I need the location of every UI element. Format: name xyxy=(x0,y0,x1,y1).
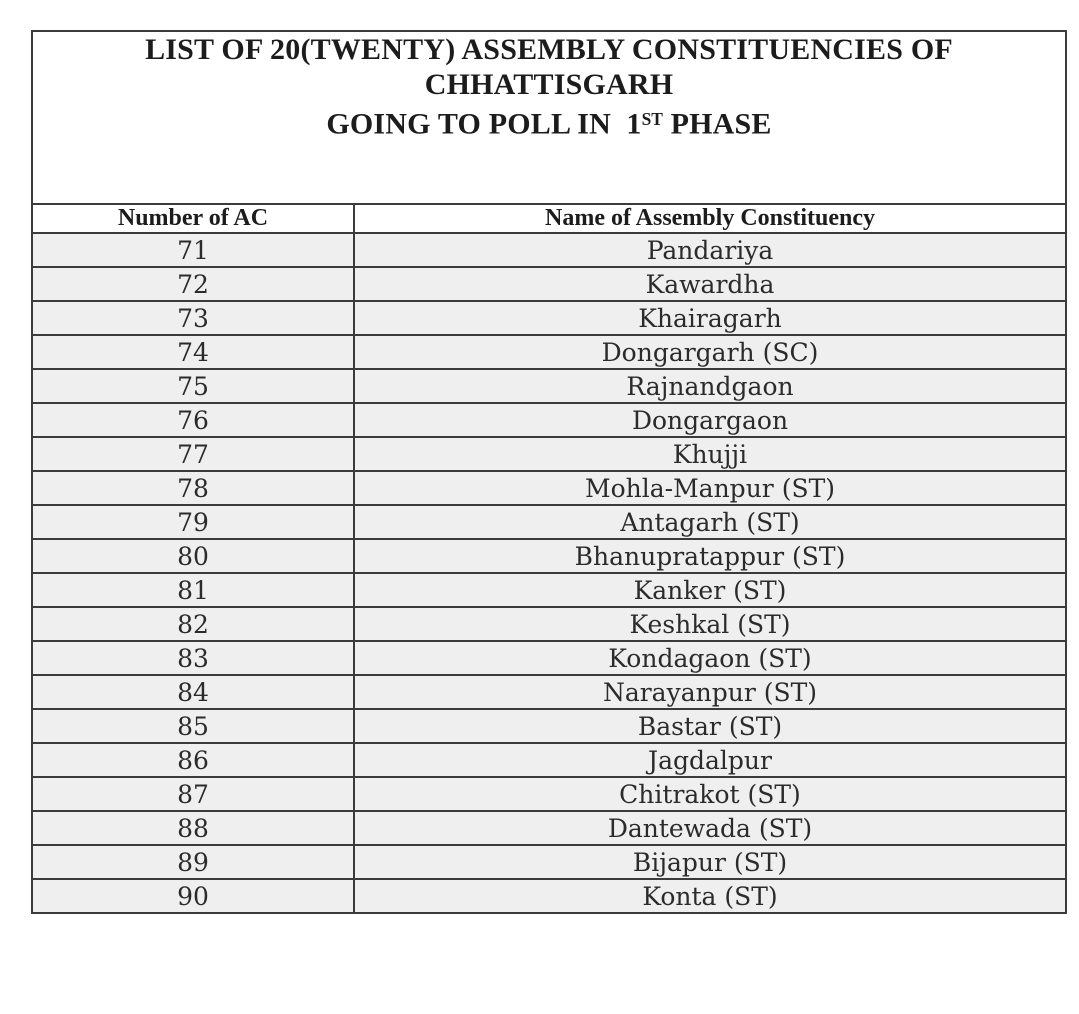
ac-name-cell: Narayanpur (ST) xyxy=(354,675,1066,709)
ac-name-cell: Konta (ST) xyxy=(354,879,1066,913)
table-row xyxy=(32,233,1066,267)
ac-name-cell: Jagdalpur xyxy=(354,743,1066,777)
ac-name-cell: Mohla-Manpur (ST) xyxy=(354,471,1066,505)
table-row xyxy=(32,505,1066,539)
ac-name-cell: Dongargaon xyxy=(354,403,1066,437)
ac-name-cell: Khairagarh xyxy=(354,301,1066,335)
table-row xyxy=(32,709,1066,743)
table-row xyxy=(32,607,1066,641)
ac-number-cell: 79 xyxy=(32,505,354,539)
ac-number-cell: 89 xyxy=(32,845,354,879)
page-title-line2-pre: GOING TO POLL IN 1 xyxy=(326,107,642,141)
page-title-line2-post: PHASE xyxy=(662,107,772,141)
ac-name-cell: Khujji xyxy=(354,437,1066,471)
table-row xyxy=(32,335,1066,369)
table-row xyxy=(32,641,1066,675)
ac-name-cell: Bijapur (ST) xyxy=(354,845,1066,879)
ac-name-cell: Keshkal (ST) xyxy=(354,607,1066,641)
table-row xyxy=(32,879,1066,913)
ac-number-cell: 82 xyxy=(32,607,354,641)
table-row xyxy=(32,369,1066,403)
ac-number-cell: 81 xyxy=(32,573,354,607)
ac-name-cell: Dongargarh (SC) xyxy=(354,335,1066,369)
table-row xyxy=(32,573,1066,607)
table-row xyxy=(32,777,1066,811)
table-row xyxy=(32,743,1066,777)
ac-number-cell: 80 xyxy=(32,539,354,573)
header-cell-constituency-name: Name of Assembly Constituency xyxy=(354,204,1066,233)
ac-name-cell: Dantewada (ST) xyxy=(354,811,1066,845)
ac-number-cell: 85 xyxy=(32,709,354,743)
table-row xyxy=(32,301,1066,335)
header-cell-number-of-ac: Number of AC xyxy=(32,204,354,233)
ac-number-cell: 71 xyxy=(32,233,354,267)
ac-name-cell: Antagarh (ST) xyxy=(354,505,1066,539)
ac-number-cell: 84 xyxy=(32,675,354,709)
ac-name-cell: Kondagaon (ST) xyxy=(354,641,1066,675)
constituency-table xyxy=(31,30,1067,914)
ac-name-cell: Rajnandgaon xyxy=(354,369,1066,403)
ac-number-cell: 78 xyxy=(32,471,354,505)
ac-number-cell: 86 xyxy=(32,743,354,777)
title-row xyxy=(32,31,1066,204)
table-row xyxy=(32,811,1066,845)
ac-name-cell: Kawardha xyxy=(354,267,1066,301)
table-row xyxy=(32,675,1066,709)
ac-name-cell: Bhanupratappur (ST) xyxy=(354,539,1066,573)
page-title-line2 xyxy=(33,102,1065,142)
ac-number-cell: 87 xyxy=(32,777,354,811)
ac-number-cell: 90 xyxy=(32,879,354,913)
ac-number-cell: 76 xyxy=(32,403,354,437)
ac-name-cell: Pandariya xyxy=(354,233,1066,267)
table-header-row xyxy=(32,204,1066,233)
ac-number-cell: 74 xyxy=(32,335,354,369)
table-row xyxy=(32,539,1066,573)
page-title-ordinal-sup: ST xyxy=(641,109,663,129)
ac-name-cell: Bastar (ST) xyxy=(354,709,1066,743)
table-row xyxy=(32,471,1066,505)
table-row xyxy=(32,267,1066,301)
page-title-line1: LIST OF 20(TWENTY) ASSEMBLY CONSTITUENCIES OF CHHATTISGARH xyxy=(145,33,961,101)
document-frame xyxy=(31,30,1067,914)
ac-number-cell: 75 xyxy=(32,369,354,403)
ac-number-cell: 83 xyxy=(32,641,354,675)
table-row xyxy=(32,403,1066,437)
table-row xyxy=(32,437,1066,471)
ac-number-cell: 73 xyxy=(32,301,354,335)
document-title-cell xyxy=(32,31,1066,204)
ac-number-cell: 88 xyxy=(32,811,354,845)
ac-name-cell: Chitrakot (ST) xyxy=(354,777,1066,811)
ac-name-cell: Kanker (ST) xyxy=(354,573,1066,607)
ac-number-cell: 72 xyxy=(32,267,354,301)
table-row xyxy=(32,845,1066,879)
ac-number-cell: 77 xyxy=(32,437,354,471)
